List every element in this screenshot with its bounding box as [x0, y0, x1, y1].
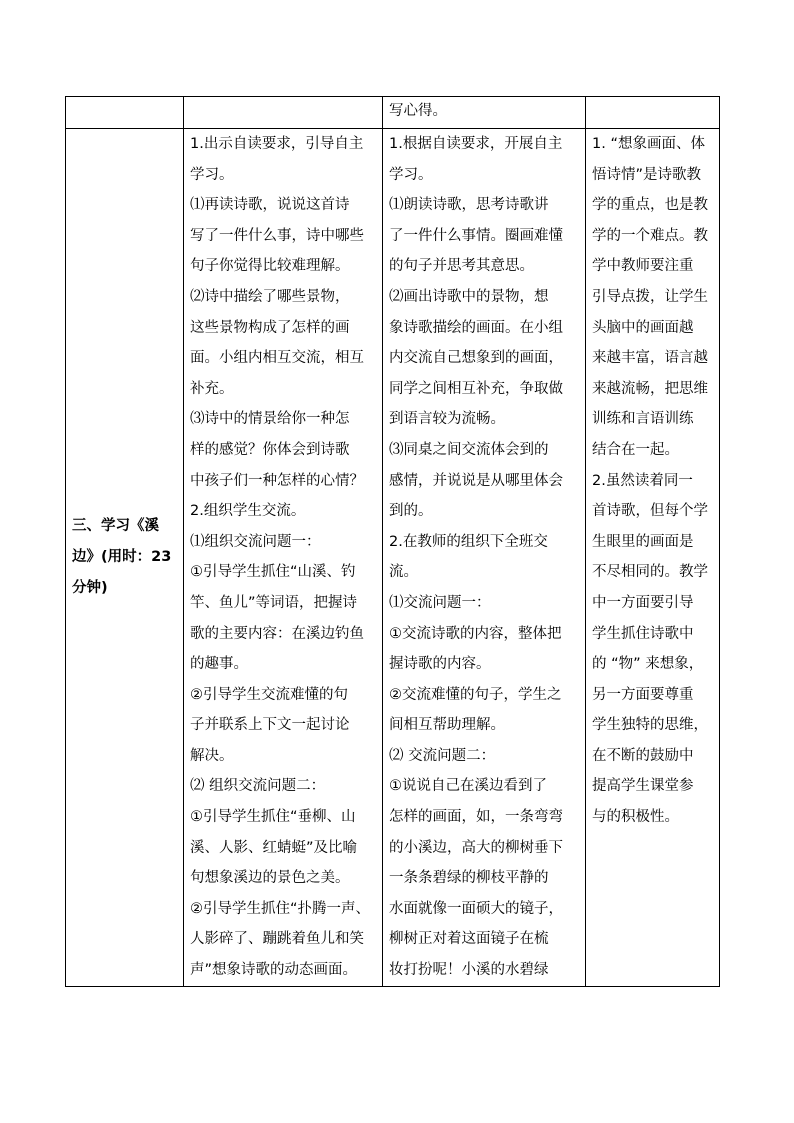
intent-line: 不尽相同的。教学	[592, 564, 708, 581]
intent-line: 来越流畅，把思维	[592, 380, 708, 397]
teacher-line: 溪、人影、红蜻蜓”及比喻	[190, 839, 358, 856]
cell-teacher-continued	[184, 97, 383, 129]
teacher-line: 写了一件什么事，诗中哪些	[190, 227, 364, 244]
teacher-line: 歌的主要内容：在溪边钓鱼	[190, 625, 364, 642]
teacher-line: ①引导学生抓住“垂柳、山	[190, 809, 356, 826]
intent-line: 学的重点，也是教	[592, 197, 708, 214]
cell-teacher-activity	[184, 129, 383, 987]
teacher-line: 学习。	[190, 166, 234, 183]
student-line: ⑴交流问题一：	[389, 594, 491, 611]
student-line: ①说说自己在溪边看到了	[389, 778, 547, 795]
intent-line: 另一方面要尊重	[592, 686, 694, 703]
table-row-stage-three	[66, 129, 720, 987]
student-line: ⑵ 交流问题二：	[389, 747, 496, 764]
student-line: ②交流难懂的句子，学生之	[389, 686, 562, 703]
teacher-line: ⑵ 组织交流问题二：	[190, 778, 326, 795]
teacher-line: 句子你觉得比较难理解。	[190, 258, 350, 275]
student-line: 一条条碧绿的柳枝平静的	[389, 870, 549, 887]
teacher-line: 1.出示自读要求，引导自主	[190, 136, 364, 152]
intent-line: 生眼里的画面是	[592, 533, 694, 550]
intent-line: 的 “物” 来想象，	[592, 656, 704, 673]
student-line: 1.根据自读要求，开展自主	[389, 136, 563, 152]
student-line: 握诗歌的内容。	[389, 656, 491, 673]
teacher-line: 中孩子们一种怎样的心情？	[190, 472, 364, 489]
intent-line: 学生独特的思维，	[592, 717, 708, 734]
cell-intent-continued	[586, 97, 720, 129]
student-line: 内交流自己想象到的画面，	[389, 350, 563, 367]
student-line: ⑵画出诗歌中的景物，想	[389, 288, 549, 305]
intent-line: 学生抓住诗歌中	[592, 625, 694, 642]
teacher-line: 这些景物构成了怎样的画	[190, 319, 350, 336]
cell-student-continued: 写心得。	[383, 97, 586, 129]
teacher-line: 补充。	[190, 380, 234, 397]
teacher-line: ⑶诗中的情景给你一种怎	[190, 411, 350, 428]
student-line: 妆打扮呢！小溪的水碧绿	[389, 962, 549, 979]
teacher-line: 解决。	[190, 747, 234, 764]
intent-line: 学中教师要注重	[592, 258, 694, 275]
intent-line: 与的积极性。	[592, 809, 679, 826]
student-line: 怎样的画面，如，一条弯弯	[389, 809, 563, 826]
student-line: 到语言较为流畅。	[389, 411, 505, 428]
teacher-line: 2.组织学生交流。	[190, 503, 306, 520]
student-line: 了一件什么事情。圈画难懂	[389, 227, 563, 244]
teacher-line: ①引导学生抓住“山溪、钓	[190, 564, 356, 581]
student-line: ①交流诗歌的内容，整体把	[389, 625, 562, 642]
teacher-line: ⑵诗中描绘了哪些景物，	[190, 288, 350, 305]
student-line: 柳树正对着这面镜子在梳	[389, 931, 549, 948]
cell-stage-title	[66, 129, 184, 987]
intent-line: 悟诗情”是诗歌教	[592, 166, 702, 183]
student-line: 2.在教师的组织下全班交	[389, 533, 548, 550]
teacher-line: 人影碎了、蹦跳着鱼儿和笑	[190, 931, 364, 948]
teacher-line: ⑴组织交流问题一：	[190, 533, 321, 550]
intent-line: 中一方面要引导	[592, 594, 694, 611]
student-line: ⑶同桌之间交流体会到的	[389, 441, 549, 458]
intent-line: 1. “想象画面、体	[592, 136, 705, 152]
stage-title-line: 三、学习《溪	[72, 518, 159, 535]
teacher-line: 句想象溪边的景色之美。	[190, 870, 350, 887]
table-row-continued	[66, 97, 720, 129]
lesson-plan-table	[65, 96, 720, 987]
intent-line: 结合在一起。	[592, 441, 679, 458]
intent-line: 在不断的鼓励中	[592, 747, 694, 764]
intent-line: 提高学生课堂参	[592, 778, 694, 795]
teacher-line: 子并联系上下文一起讨论	[190, 717, 350, 734]
teacher-line: ⑴再读诗歌，说说这首诗	[190, 197, 350, 214]
teacher-line: 竿、鱼儿”等词语，把握诗	[190, 594, 358, 611]
teacher-line: 的趣事。	[190, 656, 248, 673]
teacher-line: 面。小组内相互交流，相互	[190, 350, 364, 367]
student-line: 学习。	[389, 166, 433, 183]
cell-stage-continued	[66, 97, 184, 129]
intent-line: 首诗歌，但每个学	[592, 503, 708, 520]
student-line: 水面就像一面硕大的镜子，	[389, 900, 563, 917]
intent-line: 头脑中的画面越	[592, 319, 694, 336]
teacher-line: 样的感觉？你体会到诗歌	[190, 441, 350, 458]
intent-line: 学的一个难点。教	[592, 227, 708, 244]
student-line: 间相互帮助理解。	[389, 717, 505, 734]
teacher-line: ②引导学生交流难懂的句	[190, 686, 348, 703]
intent-line: 来越丰富，语言越	[592, 350, 708, 367]
student-line: ⑴朗读诗歌，思考诗歌讲	[389, 197, 549, 214]
stage-title-line: 边》(用时：23	[72, 549, 172, 566]
student-line: 象诗歌描绘的画面。在小组	[389, 319, 563, 336]
cell-student-activity	[383, 129, 586, 987]
student-line: 流。	[389, 564, 418, 581]
student-line: 同学之间相互补充，争取做	[389, 380, 563, 397]
intent-line: 2.虽然读着同一	[592, 472, 693, 489]
stage-title-line: 分钟)	[72, 579, 108, 596]
student-line: 到的。	[389, 503, 433, 520]
teacher-line: ②引导学生抓住“扑腾一声、	[190, 900, 371, 917]
student-line: 感情，并说说是从哪里体会	[389, 472, 563, 489]
student-line: 的小溪边，高大的柳树垂下	[389, 839, 563, 856]
student-line: 的句子并思考其意思。	[389, 258, 534, 275]
cell-design-intent	[586, 129, 720, 987]
intent-line: 引导点拨，让学生	[592, 288, 708, 305]
intent-line: 训练和言语训练	[592, 411, 694, 428]
teacher-line: 声”想象诗歌的动态画面。	[190, 962, 358, 979]
